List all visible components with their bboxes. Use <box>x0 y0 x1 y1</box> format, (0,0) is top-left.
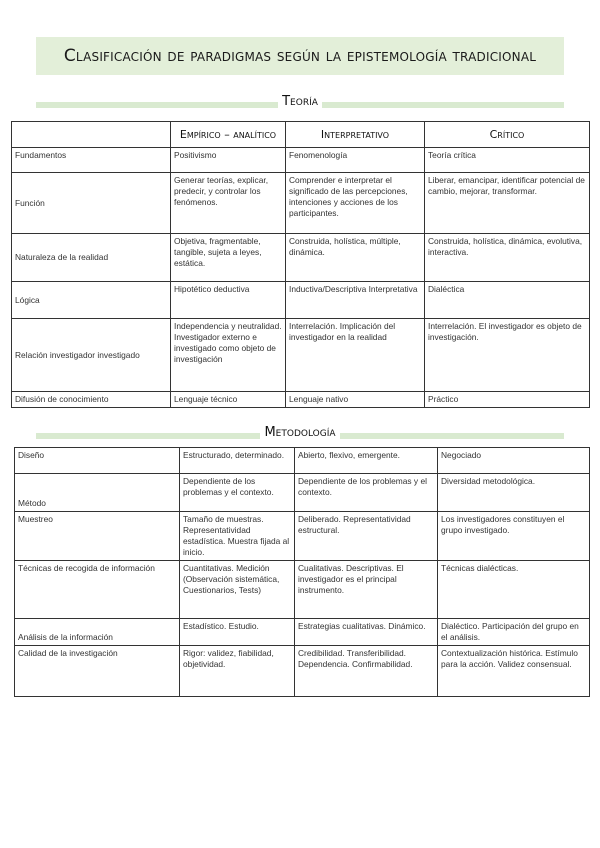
table-cell: Deliberado. Representatividad estructural. <box>295 512 438 561</box>
table-cell: Construida, holística, dinámica, evolutiva, interactiva. <box>425 234 590 282</box>
table-cell: Dependiente de los problemas y el contexto. <box>180 474 295 512</box>
table-cell: Interrelación. El investigador es objeto de investigación. <box>425 319 590 392</box>
row-label: Técnicas de recogida de información <box>15 561 180 619</box>
table-row <box>15 646 590 697</box>
table-cell: Credibilidad. Transferibilidad. Dependencia. Confirmabilidad. <box>295 646 438 697</box>
teoria-col-critico: Crítico <box>425 122 590 148</box>
row-label: Lógica <box>12 282 171 319</box>
table-row <box>12 173 590 234</box>
table-cell: Cuantitativas. Medición (Observación sistemática, Cuestionarios, Tests) <box>180 561 295 619</box>
table-cell: Diversidad metodológica. <box>438 474 590 512</box>
table-cell: Práctico <box>425 392 590 408</box>
teoria-heading <box>36 94 564 114</box>
table-row <box>12 319 590 392</box>
table-cell: Estructurado, determinado. <box>180 448 295 474</box>
metodologia-table <box>14 447 590 697</box>
table-cell: Negociado <box>438 448 590 474</box>
table-cell: Fenomenología <box>286 148 425 173</box>
table-cell: Dialéctico. Participación del grupo en el análisis. <box>438 619 590 646</box>
table-cell: Objetiva, fragmentable, tangible, sujeta a leyes, estática. <box>171 234 286 282</box>
row-label: Relación investigador investigado <box>12 319 171 392</box>
title-band <box>36 37 564 75</box>
table-cell: Interrelación. Implicación del investigador en la realidad <box>286 319 425 392</box>
table-cell: Teoría crítica <box>425 148 590 173</box>
table-cell: Contextualización histórica. Estímulo para la acción. Validez consensual. <box>438 646 590 697</box>
table-cell: Hipotético deductiva <box>171 282 286 319</box>
teoria-heading-label: Teoría <box>278 94 322 109</box>
table-cell: Los investigadores constituyen el grupo investigado. <box>438 512 590 561</box>
row-label: Análisis de la información <box>15 619 180 646</box>
row-label: Fundamentos <box>12 148 171 173</box>
table-row <box>15 474 590 512</box>
teoria-header-row <box>12 122 590 148</box>
table-cell: Liberar, emancipar, identificar potencial de cambio, mejorar, transformar. <box>425 173 590 234</box>
table-row <box>15 448 590 474</box>
table-cell: Técnicas dialécticas. <box>438 561 590 619</box>
table-cell: Inductiva/Descriptiva Interpretativa <box>286 282 425 319</box>
table-cell: Estrategias cualitativas. Dinámico. <box>295 619 438 646</box>
row-label: Método <box>15 474 180 512</box>
table-cell: Dependiente de los problemas y el contexto. <box>295 474 438 512</box>
teoria-col-empty <box>12 122 171 148</box>
table-row <box>12 148 590 173</box>
table-cell: Rigor: validez, fiabilidad, objetividad. <box>180 646 295 697</box>
table-cell: Positivismo <box>171 148 286 173</box>
table-row <box>12 392 590 408</box>
table-row <box>15 561 590 619</box>
table-cell: Generar teorías, explicar, predecir, y controlar los fenómenos. <box>171 173 286 234</box>
table-row <box>12 282 590 319</box>
row-label: Calidad de la investigación <box>15 646 180 697</box>
table-cell: Tamaño de muestras. Representatividad estadística. Muestra fijada al inicio. <box>180 512 295 561</box>
table-cell: Cualitativas. Descriptivas. El investigador es el principal instrumento. <box>295 561 438 619</box>
table-cell: Construida, holística, múltiple, dinámica. <box>286 234 425 282</box>
table-cell: Comprender e interpretar el significado de las percepciones, intenciones y acciones de los participantes. <box>286 173 425 234</box>
row-label: Muestreo <box>15 512 180 561</box>
table-row <box>15 512 590 561</box>
table-row <box>15 619 590 646</box>
row-label: Difusión de conocimiento <box>12 392 171 408</box>
table-row <box>12 234 590 282</box>
table-cell: Lenguaje técnico <box>171 392 286 408</box>
teoria-col-empirico: Empírico – analítico <box>171 122 286 148</box>
teoria-col-interpretativo: Interpretativo <box>286 122 425 148</box>
teoria-table <box>11 121 590 408</box>
table-cell: Independencia y neutralidad. Investigador externo e investigado como objeto de investigación <box>171 319 286 392</box>
table-cell: Lenguaje nativo <box>286 392 425 408</box>
row-label: Naturaleza de la realidad <box>12 234 171 282</box>
table-cell: Dialéctica <box>425 282 590 319</box>
row-label: Función <box>12 173 171 234</box>
page-title: Clasificación de paradigmas según la epistemología tradicional <box>63 46 537 66</box>
metodologia-heading-label: Metodología <box>260 425 339 440</box>
table-cell: Abierto, flexivo, emergente. <box>295 448 438 474</box>
metodologia-heading <box>36 425 564 445</box>
row-label: Diseño <box>15 448 180 474</box>
table-cell: Estadístico. Estudio. <box>180 619 295 646</box>
